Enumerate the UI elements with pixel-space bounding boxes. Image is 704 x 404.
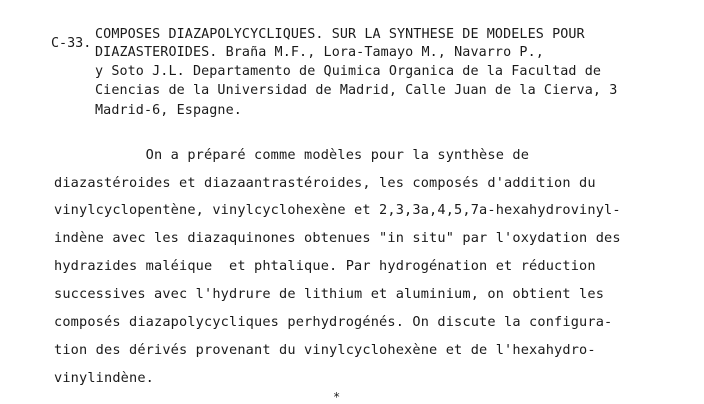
title-line-1: COMPOSES DIAZAPOLYCYCLIQUES. SUR LA SYNTHESE DE MODELES POUR — [95, 27, 585, 42]
body-line-9: vinylindène. — [54, 370, 155, 386]
body-line-2: diazastéroides et diazaantrastéroides, les composés d'addition du — [54, 175, 596, 191]
title-line-2: DIAZASTEROIDES. Braña M.F., Lora-Tamayo M., Navarro P., — [95, 45, 544, 60]
body-line-6: successives avec l'hydrure de lithium et aluminium, on obtient les — [54, 286, 605, 302]
body-line-4: indène avec les diazaquinones obtenues "in situ" par l'oxydation des — [54, 230, 621, 246]
body-line-8: tion des dérivés provenant du vinylcyclohexène et de l'hexahydro- — [54, 342, 596, 358]
address-line: Madrid-6, Espagne. — [95, 103, 242, 118]
abstract-id: C-33. — [51, 36, 92, 51]
body-line-7: composés diazapolycycliques perhydrogénés. On discute la configura- — [54, 314, 613, 330]
footer-asterisk: * — [333, 390, 341, 404]
body-line-3: vinylcyclopentène, vinylcyclohexène et 2,3,3a,4,5,7a-hexahydrovinyl- — [54, 202, 621, 218]
body-line-1: On a préparé comme modèles pour la synthèse de — [54, 147, 530, 163]
body-line-5: hydrazides maléique et phtalique. Par hydrogénation et réduction — [54, 258, 596, 274]
authors-line-1: y Soto J.L. Departamento de Quimica Organica de la Facultad de — [95, 64, 602, 79]
authors-line-2: Ciencias de la Universidad de Madrid, Calle Juan de la Cierva, 3 — [95, 83, 618, 98]
